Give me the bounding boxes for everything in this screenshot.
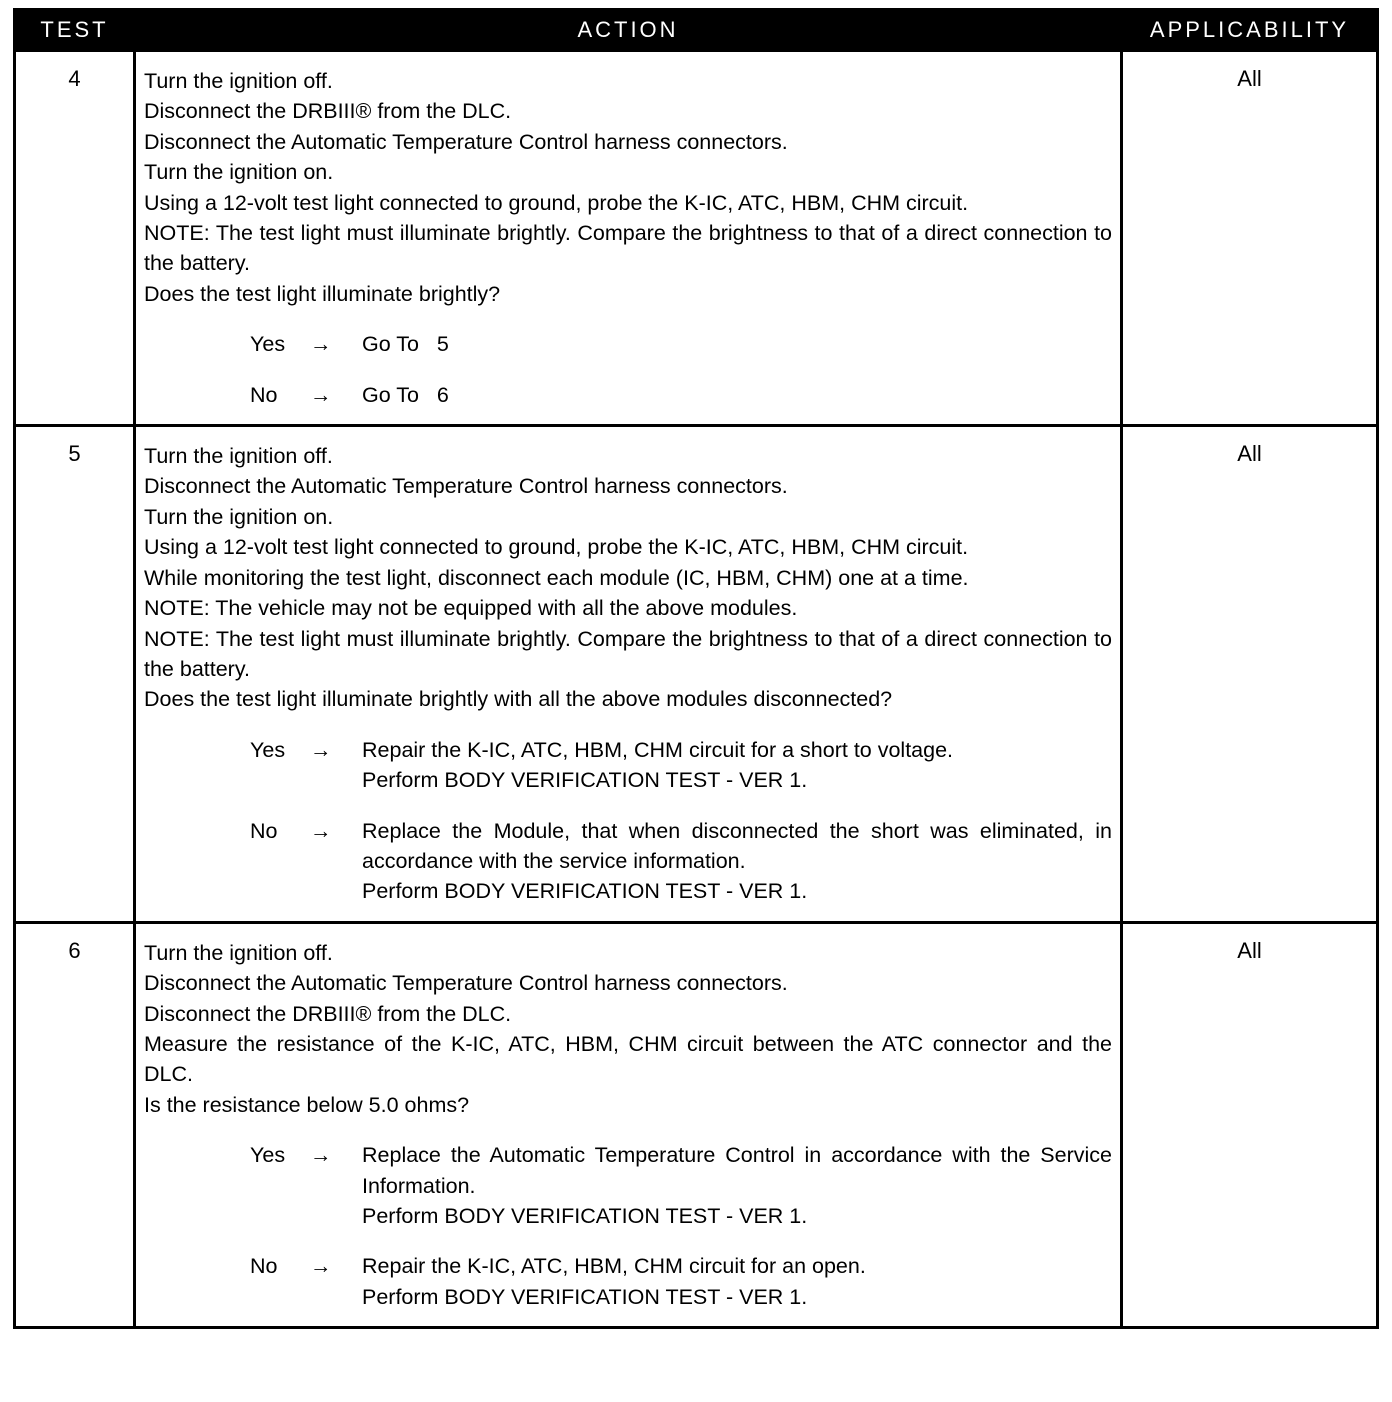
diagnostic-test-table [13, 8, 1379, 1329]
outcome-label: Yes [250, 332, 286, 357]
step-text: Disconnect the DRBIII® from the DLC. [144, 1001, 512, 1026]
header-action: ACTION [135, 10, 1122, 51]
result-line: Repair the K-IC, ATC, HBM, CHM circuit for a short to voltage. [362, 737, 954, 762]
result-line: Go To 6 [362, 382, 449, 407]
step-text: Disconnect the DRBIII® from the DLC. [144, 99, 512, 124]
result-line: Go To 5 [362, 332, 449, 357]
step-text: Using a 12-volt test light connected to ground, probe the K-IC, ATC, HBM, CHM circuit. [144, 535, 969, 560]
note-text: NOTE: The vehicle may not be equipped with all the above modules. [144, 596, 798, 621]
arrow-icon: → [310, 818, 332, 843]
step-text: Measure the resistance of the K-IC, ATC, HBM, CHM circuit between the ATC connector and the DLC. [144, 1031, 1112, 1087]
test-number: 6 [15, 922, 135, 1327]
step-text: Turn the ignition on. [144, 504, 334, 529]
outcome-result [362, 1251, 1112, 1312]
test-number: 5 [15, 426, 135, 923]
step-text: Using a 12-volt test light connected to ground, probe the K-IC, ATC, HBM, CHM circuit. [144, 190, 969, 215]
header-applicability: APPLICABILITY [1122, 10, 1378, 51]
note-text: NOTE: The test light must illuminate brightly. Compare the brightness to that of a direct connection to the battery. [144, 221, 1112, 276]
note-text: NOTE: The test light must illuminate brightly. Compare the brightness to that of a direct connection to the battery. [144, 626, 1112, 681]
step-text: While monitoring the test light, disconnect each module (IC, HBM, CHM) one at a time. [144, 565, 969, 590]
outcome-result [362, 380, 1112, 410]
step-text: Turn the ignition off. [144, 69, 333, 93]
result-line: Replace the Module, that when disconnected the short was eliminated, in accordance with the service information. [362, 818, 1112, 873]
step-text: Disconnect the Automatic Temperature Control harness connectors. [144, 474, 788, 499]
action-cell [135, 426, 1122, 923]
question-text: Does the test light illuminate brightly? [144, 281, 501, 306]
step-text: Disconnect the Automatic Temperature Control harness connectors. [144, 129, 788, 154]
outcome-yes [144, 1140, 1112, 1231]
outcome-label: No [250, 1254, 278, 1279]
action-cell [135, 922, 1122, 1327]
outcome-result [362, 735, 1112, 796]
result-line: Repair the K-IC, ATC, HBM, CHM circuit for an open. [362, 1254, 866, 1279]
arrow-icon: → [310, 382, 332, 407]
table-row [15, 426, 1378, 923]
applicability-value: All [1122, 426, 1378, 923]
question-text: Is the resistance below 5.0 ohms? [144, 1092, 470, 1117]
header-test: TEST [15, 10, 135, 51]
action-cell [135, 51, 1122, 426]
step-text: Disconnect the Automatic Temperature Control harness connectors. [144, 971, 788, 996]
applicability-value: All [1122, 51, 1378, 426]
result-line: Perform BODY VERIFICATION TEST - VER 1. [362, 1284, 808, 1309]
table-row [15, 51, 1378, 426]
test-number: 4 [15, 51, 135, 426]
outcome-label: No [250, 818, 278, 843]
result-line: Replace the Automatic Temperature Control in accordance with the Service Information. [362, 1143, 1112, 1198]
result-line: Perform BODY VERIFICATION TEST - VER 1. [362, 879, 808, 904]
outcome-no [144, 1251, 1112, 1312]
result-line: Perform BODY VERIFICATION TEST - VER 1. [362, 1204, 808, 1228]
outcome-no [144, 816, 1112, 907]
outcome-yes [144, 329, 1112, 359]
arrow-icon: → [310, 332, 332, 357]
arrow-icon: → [310, 737, 332, 762]
outcome-label: No [250, 382, 278, 407]
outcome-no [144, 380, 1112, 410]
header-row [15, 10, 1378, 51]
arrow-icon: → [310, 1254, 332, 1279]
outcome-label: Yes [250, 1143, 286, 1168]
outcome-result [362, 816, 1112, 907]
table-row [15, 922, 1378, 1327]
step-text: Turn the ignition off. [144, 444, 333, 469]
outcome-yes [144, 735, 1112, 796]
outcome-result [362, 329, 1112, 359]
outcome-result [362, 1140, 1112, 1231]
question-text: Does the test light illuminate brightly with all the above modules disconnected? [144, 687, 893, 712]
result-line: Perform BODY VERIFICATION TEST - VER 1. [362, 768, 808, 793]
step-text: Turn the ignition on. [144, 160, 334, 185]
arrow-icon: → [310, 1143, 332, 1168]
step-text: Turn the ignition off. [144, 940, 333, 965]
outcome-label: Yes [250, 737, 286, 762]
applicability-value: All [1122, 922, 1378, 1327]
